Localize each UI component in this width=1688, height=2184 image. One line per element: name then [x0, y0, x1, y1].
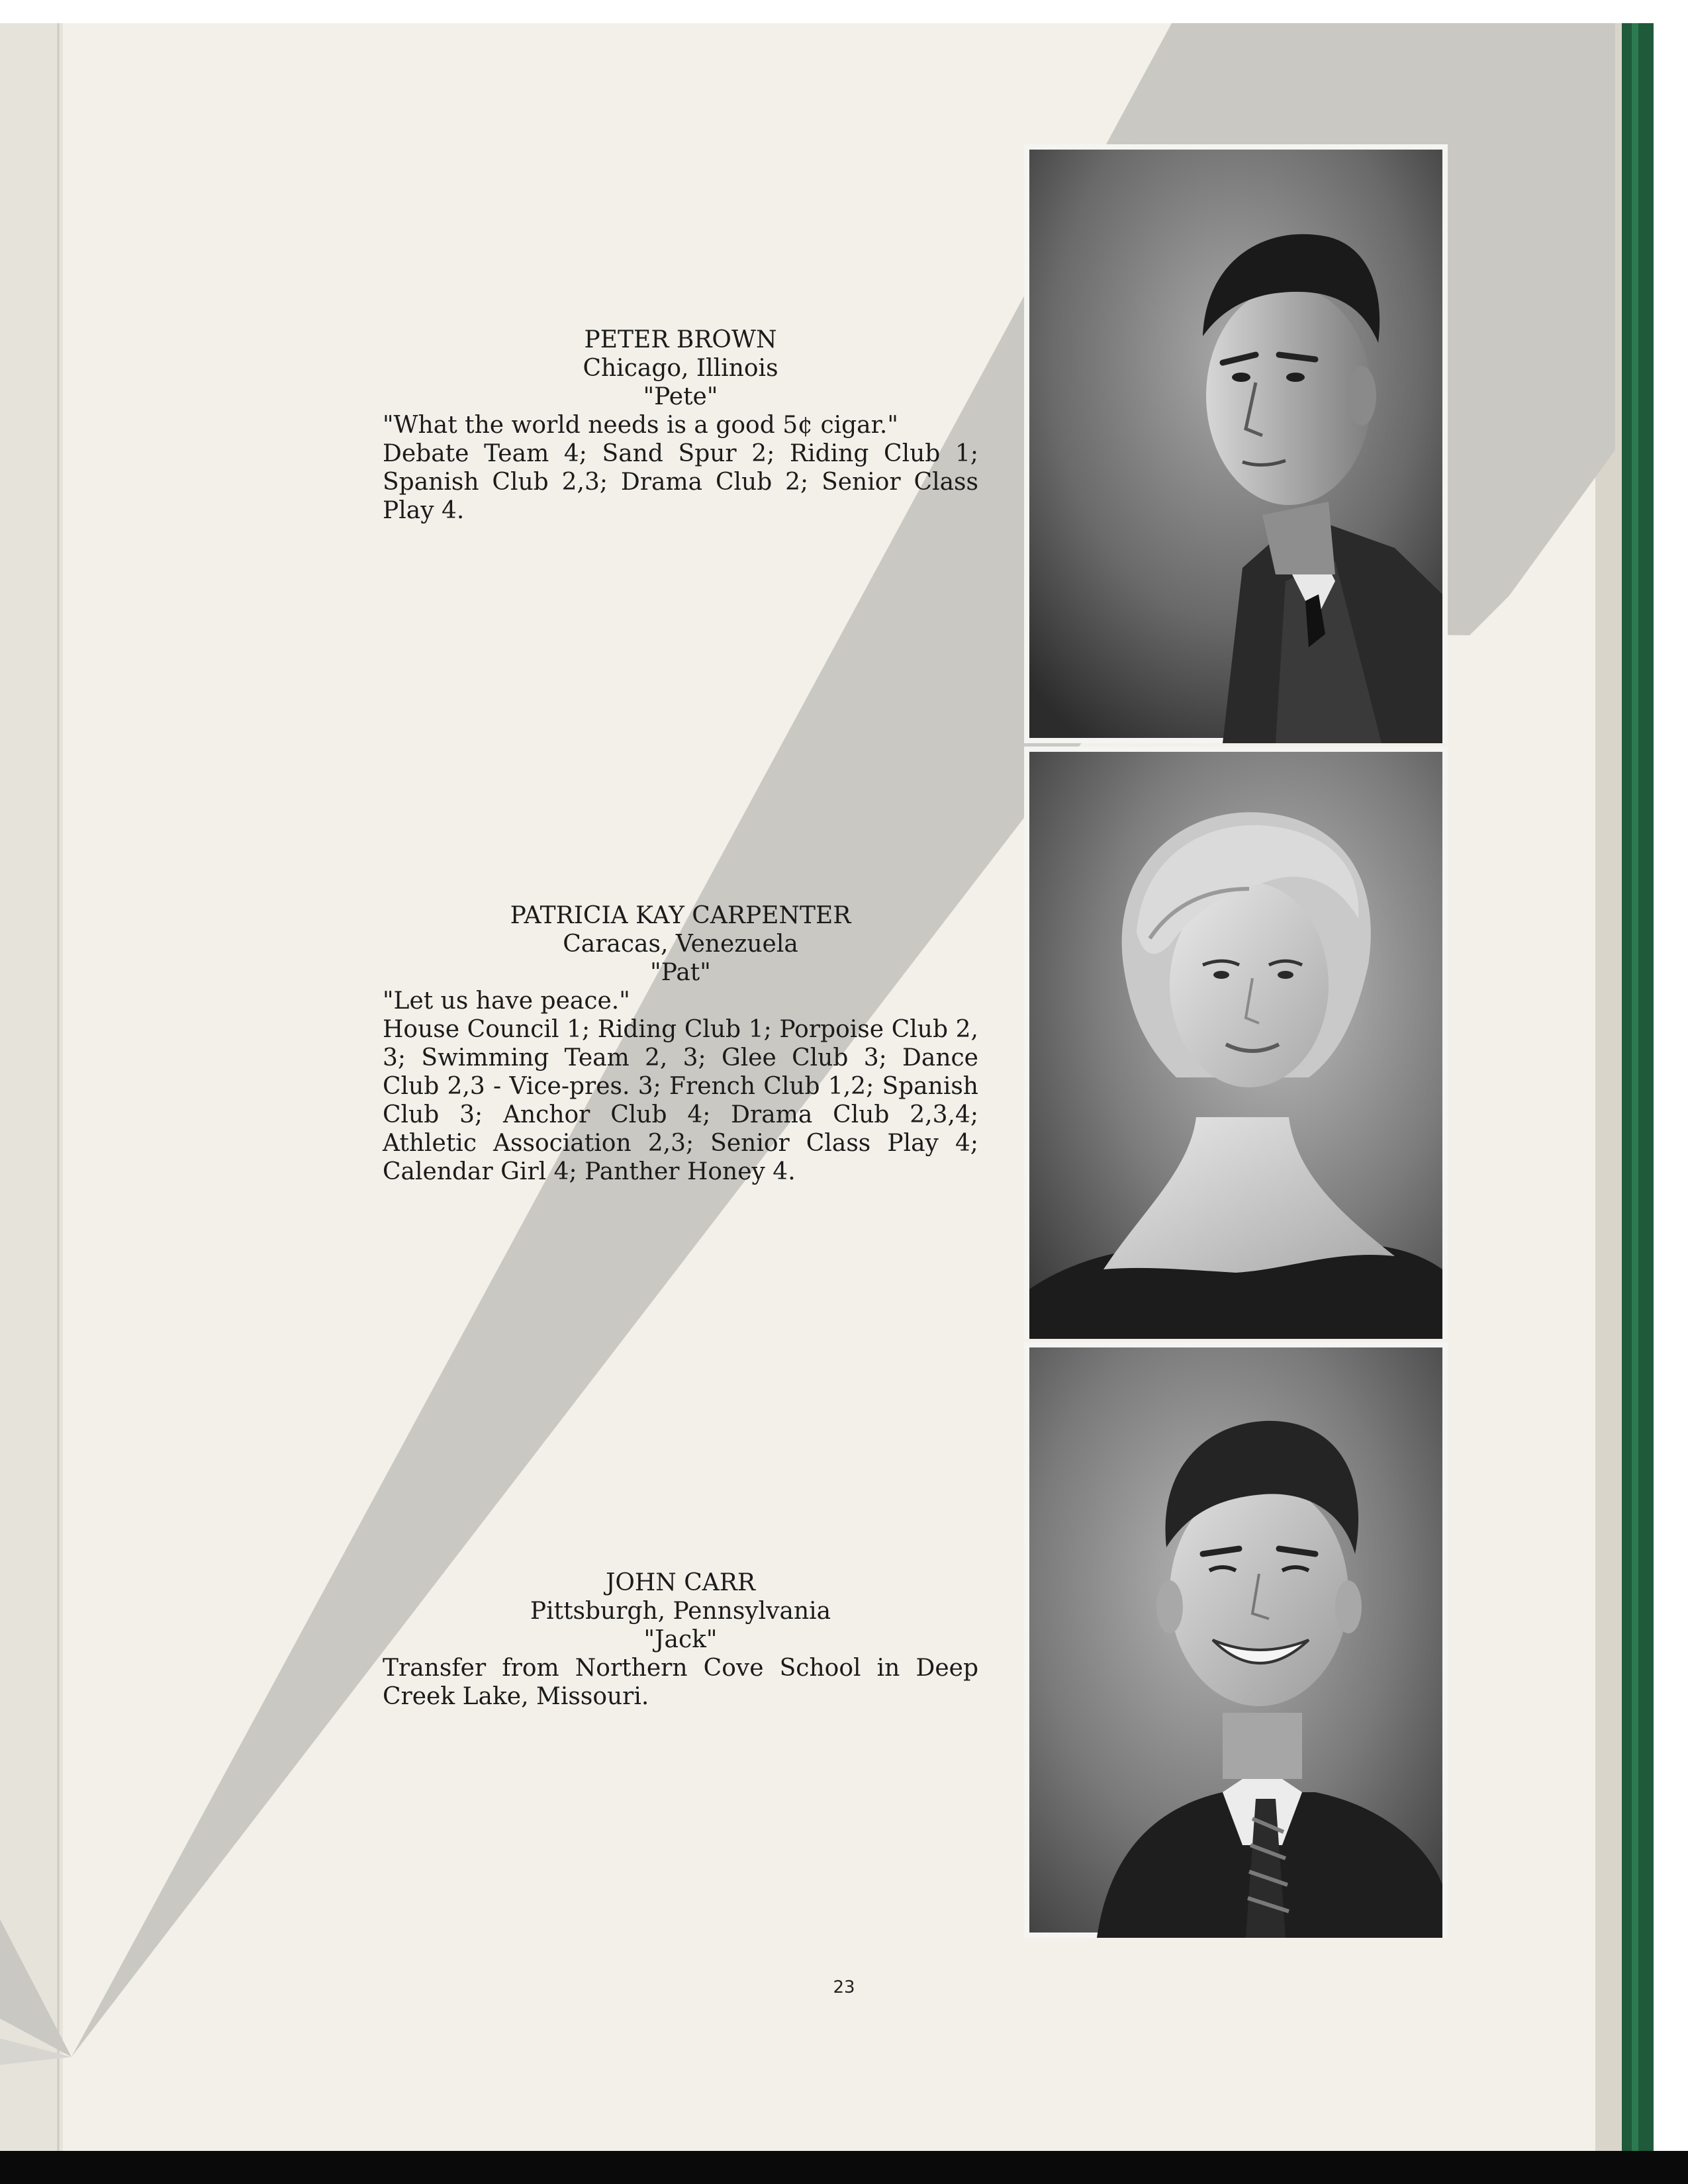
student-entry-peter-brown [383, 326, 978, 525]
portrait-photo-patricia-kay-carpenter [1024, 747, 1448, 1339]
portrait-photo-john-carr [1024, 1342, 1448, 1938]
portrait-photo-peter-brown [1024, 144, 1448, 743]
student-hometown: Pittsburgh, Pennsylvania [530, 1598, 831, 1625]
student-nickname: "Pat" [650, 959, 711, 986]
student-hometown: Chicago, Illinois [583, 355, 778, 382]
student-entry-john-carr [383, 1569, 978, 1711]
student-name: PETER BROWN [584, 326, 777, 353]
student-nickname: "Pete" [643, 383, 718, 410]
gutter [0, 23, 63, 2151]
student-activities: House Council 1; Riding Club 1; Porpoise Club 2, 3; Swimming Team 2, 3; Glee Club 3; Dance Club 2,3 - Vice-pres. 3; French Club 1,2; Spanish Club 3; Anchor Club 4; Drama Club 2,3,4; Athletic Association 2,3; Senior Class Play 4; Calendar Girl 4; Panther Honey 4. [383, 1016, 978, 1185]
student-hometown: Caracas, Venezuela [563, 931, 798, 958]
student-name: PATRICIA KAY CARPENTER [510, 902, 851, 929]
student-entry-patricia-kay-carpenter [383, 901, 978, 1186]
student-activities: Debate Team 4; Sand Spur 2; Riding Club 1; Spanish Club 2,3; Drama Club 2; Senior Class Play 4. [383, 440, 978, 524]
page-number: 23 [833, 1978, 855, 1997]
student-nickname: "Jack" [643, 1626, 718, 1653]
student-quote: "What the world needs is a good 5¢ cigar." [383, 412, 898, 439]
student-name: JOHN CARR [605, 1569, 756, 1596]
student-quote: "Let us have peace." [383, 987, 630, 1015]
student-activities: Transfer from Northern Cove School in Deep Creek Lake, Missouri. [383, 1655, 978, 1710]
scan-bottom-band [0, 2151, 1688, 2184]
